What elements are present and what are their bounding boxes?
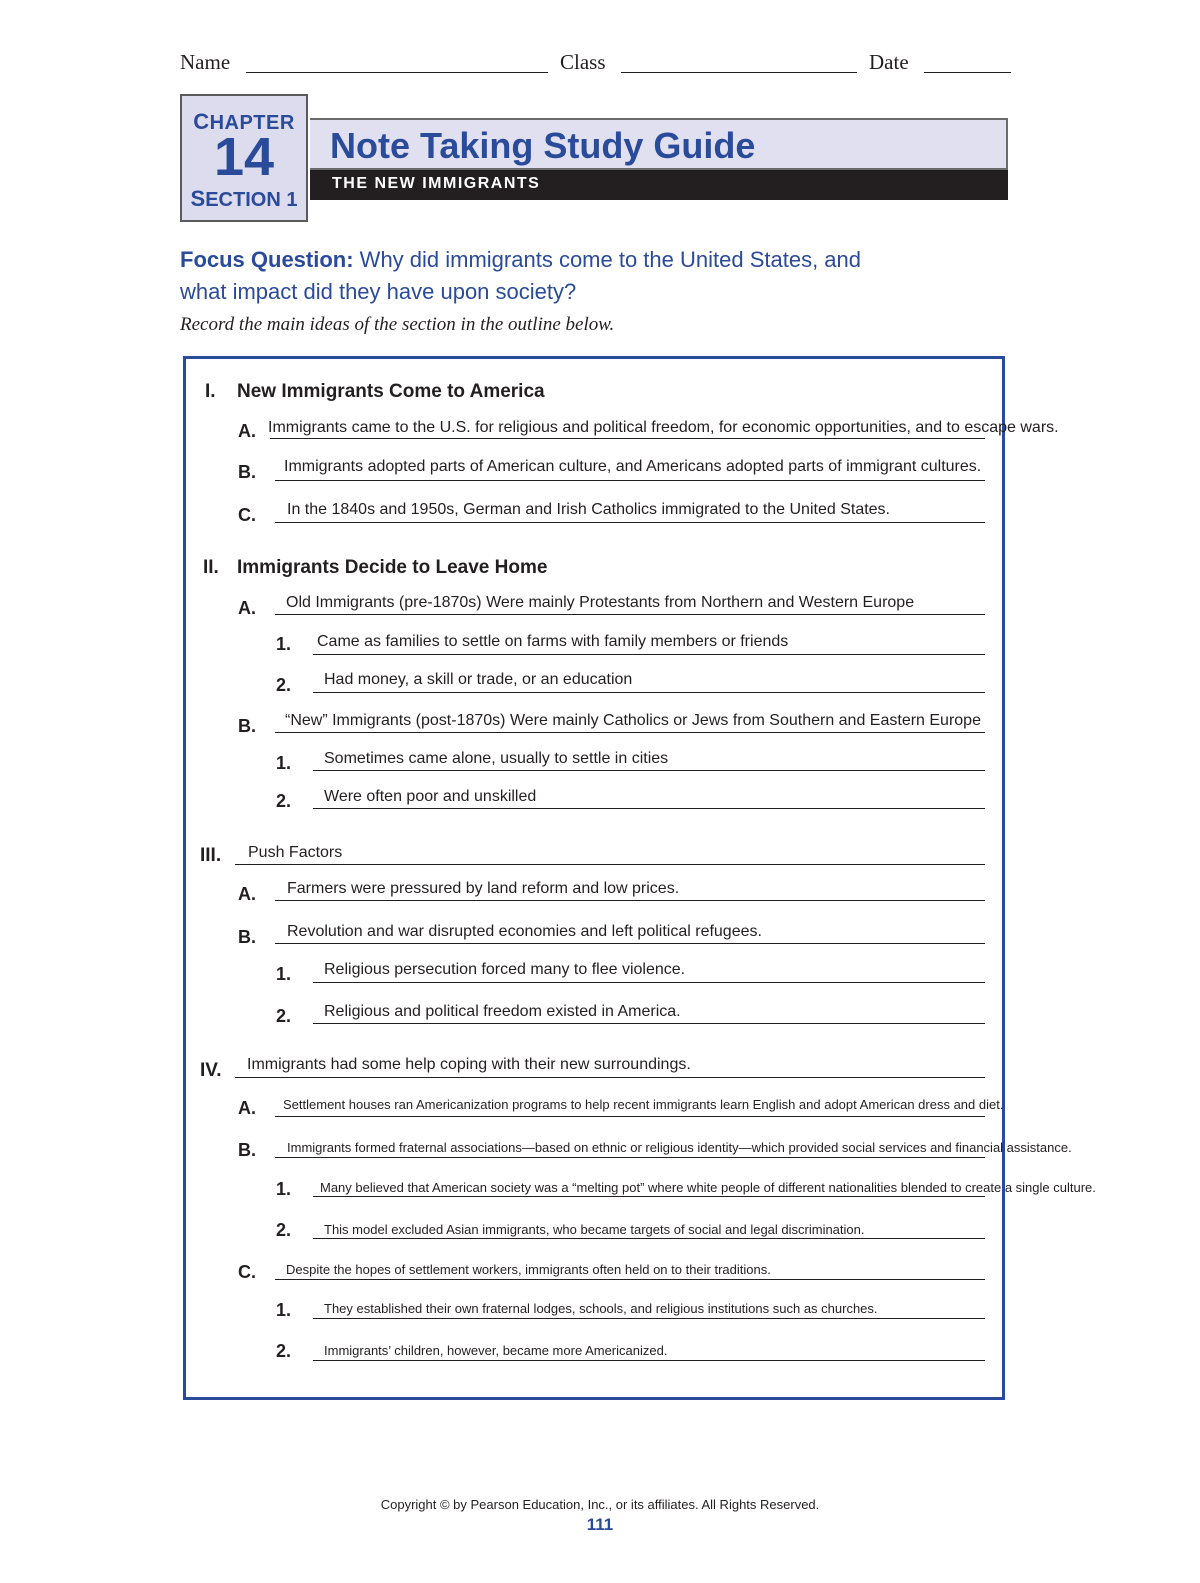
marker-iii-b-1: 1. [276, 964, 292, 984]
page-number: 111 [586, 1515, 614, 1534]
page-title: Note Taking Study Guide [330, 125, 756, 166]
class-label: Class [560, 50, 606, 74]
answer-iii-b-1: Religious persecution forced many to flee violence. [324, 961, 686, 978]
focus-question-label: Focus Question: [180, 247, 354, 272]
answer-line-ii-a-1[interactable] [313, 654, 985, 655]
marker-iv-b-2: 2. [276, 1220, 292, 1240]
answer-line-i-a[interactable] [270, 438, 985, 439]
focus-question [180, 244, 1000, 308]
answer-line-iv-a[interactable] [275, 1116, 985, 1117]
date-label: Date [869, 50, 909, 74]
answer-iv-c: Despite the hopes of settlement workers, immigrants often held on to their traditions. [286, 1262, 771, 1277]
chapter-number: 14 [213, 127, 275, 187]
class-field[interactable] [621, 72, 857, 73]
marker-i-c: C. [238, 505, 256, 525]
answer-line-iii-b-1[interactable] [313, 982, 985, 983]
answer-line-iv-b-1[interactable] [313, 1196, 985, 1197]
answer-line-iii-a[interactable] [275, 900, 985, 901]
page-subtitle: THE NEW IMMIGRANTS [332, 175, 541, 192]
date-field[interactable] [924, 72, 1011, 73]
outline-numeral-iii: III. [200, 845, 222, 866]
answer-i-c: In the 1840s and 1950s, German and Irish Catholics immigrated to the United States. [287, 501, 890, 518]
title-banner [310, 118, 1008, 170]
marker-ii-b-2: 2. [276, 791, 292, 811]
chapter-badge [180, 94, 308, 222]
answer-iii-a: Farmers were pressured by land reform and low prices. [287, 880, 680, 897]
answer-line-iv-c-2[interactable] [313, 1360, 985, 1361]
answer-ii-a-1: Came as families to settle on farms with family members or friends [317, 633, 789, 650]
answer-line-ii-b-1[interactable] [313, 770, 985, 771]
answer-line-iv-c-1[interactable] [313, 1318, 985, 1319]
subtitle-bar [310, 170, 1008, 200]
answer-line-iii-b[interactable] [275, 943, 985, 944]
answer-iii-b: Revolution and war disrupted economies and left political refugees. [287, 923, 762, 940]
outline-numeral-ii: II. [203, 557, 219, 578]
answer-line-iii[interactable] [235, 864, 985, 865]
outline-heading-i: New Immigrants Come to America [237, 381, 545, 402]
marker-ii-a-2: 2. [276, 675, 292, 695]
answer-iv-c-2: Immigrants’ children, however, became more Americanized. [324, 1343, 668, 1358]
answer-iv-b: Immigrants formed fraternal associations—based on ethnic or religious identity—which provided social services and financial assistance. [287, 1140, 1072, 1155]
outline-heading-iv: Immigrants had some help coping with their new surroundings. [247, 1056, 691, 1073]
answer-iv-c-1: They established their own fraternal lodges, schools, and religious institutions such as churches. [324, 1301, 878, 1316]
marker-ii-b: B. [238, 716, 256, 736]
answer-ii-a: Old Immigrants (pre-1870s) Were mainly Protestants from Northern and Western Europe [286, 594, 915, 611]
instruction-text: Record the main ideas of the section in the outline below. [180, 314, 615, 335]
outline-heading-iii: Push Factors [248, 844, 343, 861]
marker-iv-b: B. [238, 1140, 256, 1160]
answer-iv-b-2: This model excluded Asian immigrants, who became targets of social and legal discrimination. [324, 1222, 865, 1237]
marker-iv-c-1: 1. [276, 1300, 292, 1320]
marker-ii-a-1: 1. [276, 634, 292, 654]
answer-ii-b-1: Sometimes came alone, usually to settle in cities [324, 750, 669, 767]
marker-iii-a: A. [238, 884, 256, 904]
answer-line-i-c[interactable] [275, 522, 985, 523]
section-label: SECTION 1 [190, 186, 298, 211]
answer-iii-b-2: Religious and political freedom existed in America. [324, 1003, 681, 1020]
marker-iv-c-2: 2. [276, 1341, 292, 1361]
answer-ii-b-2: Were often poor and unskilled [324, 788, 537, 805]
outline-numeral-i: I. [205, 381, 216, 402]
answer-ii-a-2: Had money, a skill or trade, or an education [324, 671, 633, 688]
marker-i-a: A. [238, 421, 256, 441]
answer-i-a: Immigrants came to the U.S. for religious and political freedom, for economic opportunities, and to escape wars. [268, 419, 1059, 436]
chapter-label: CHAPTER [193, 109, 295, 134]
focus-question-line2: what impact did they have upon society? [180, 279, 577, 304]
answer-iv-b-1: Many believed that American society was a “melting pot” where white people of different nationalities blended to create a single culture. [320, 1180, 1096, 1195]
answer-line-iv-b[interactable] [275, 1157, 985, 1158]
marker-iv-a: A. [238, 1098, 256, 1118]
answer-line-iv-c[interactable] [275, 1279, 985, 1280]
marker-i-b: B. [238, 462, 256, 482]
answer-ii-b: “New” Immigrants (post-1870s) Were mainly Catholics or Jews from Southern and Eastern Europe [285, 712, 981, 729]
outline-numeral-iv: IV. [200, 1060, 222, 1081]
answer-line-ii-a-2[interactable] [313, 692, 985, 693]
answer-line-iv-b-2[interactable] [313, 1238, 985, 1239]
name-label: Name [180, 50, 231, 74]
answer-line-ii-b-2[interactable] [313, 808, 985, 809]
focus-question-line1: Why did immigrants come to the United States, and [353, 247, 862, 272]
outline-heading-ii: Immigrants Decide to Leave Home [237, 557, 548, 578]
name-field[interactable] [246, 72, 548, 73]
answer-line-ii-a[interactable] [275, 614, 985, 615]
answer-line-i-b[interactable] [275, 480, 985, 481]
marker-ii-a: A. [238, 598, 256, 618]
marker-iii-b-2: 2. [276, 1006, 292, 1026]
answer-line-ii-b[interactable] [275, 732, 985, 733]
marker-iv-b-1: 1. [276, 1179, 292, 1199]
marker-ii-b-1: 1. [276, 753, 292, 773]
answer-line-iii-b-2[interactable] [313, 1023, 985, 1024]
copyright-notice: Copyright © by Pearson Education, Inc., or its affiliates. All Rights Reserved. [380, 1497, 820, 1512]
answer-line-iv[interactable] [235, 1077, 985, 1078]
answer-i-b: Immigrants adopted parts of American culture, and Americans adopted parts of immigrant cultures. [284, 458, 982, 475]
marker-iv-c: C. [238, 1262, 256, 1282]
marker-iii-b: B. [238, 927, 256, 947]
answer-iv-a: Settlement houses ran Americanization programs to help recent immigrants learn English and adopt American dress and diet. [283, 1097, 1004, 1112]
